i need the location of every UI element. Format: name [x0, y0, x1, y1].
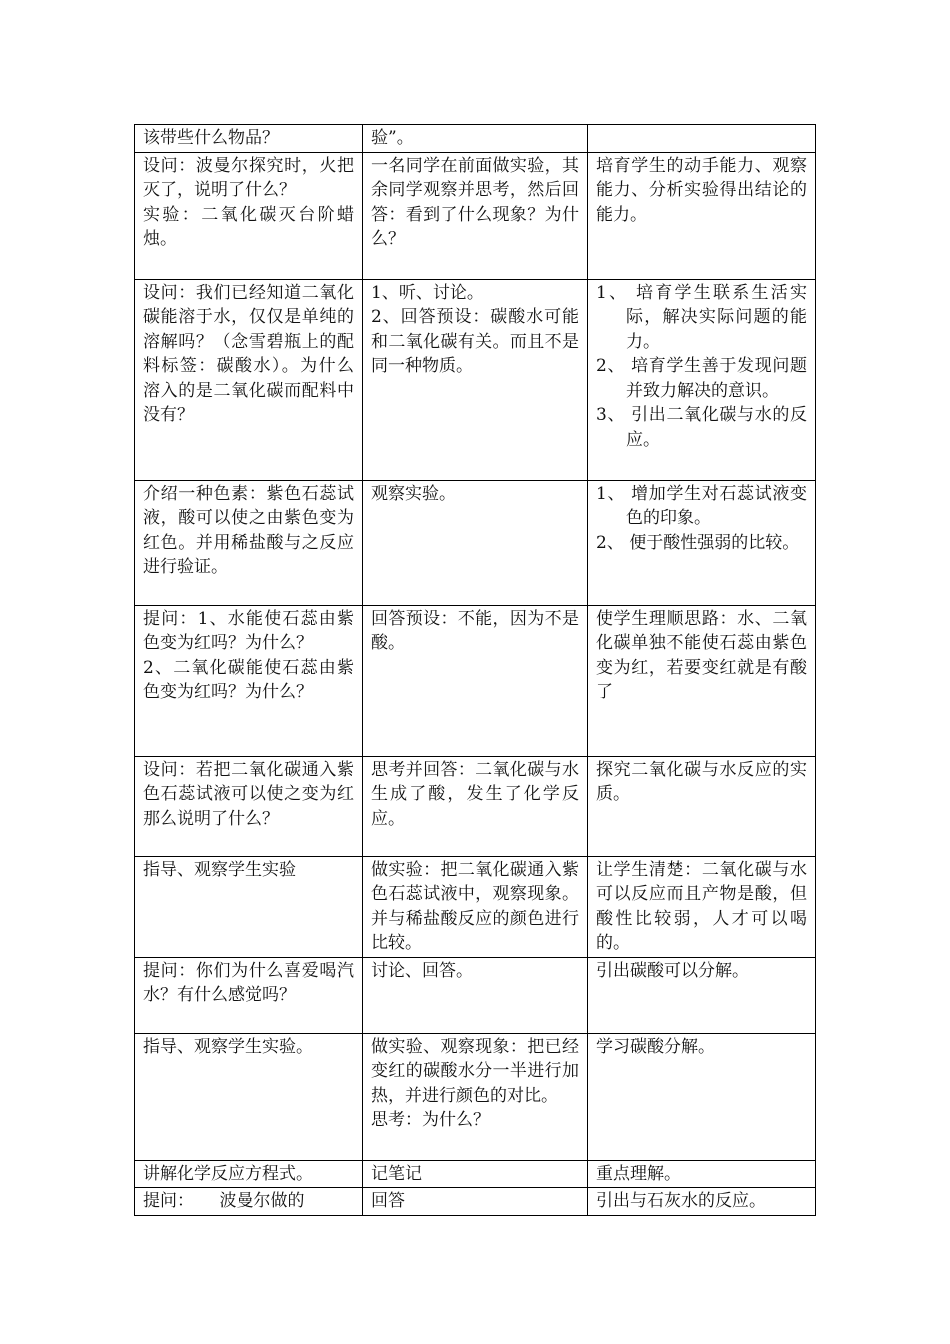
table-row	[135, 957, 816, 1033]
student-activity-cell	[363, 125, 588, 153]
cell-text: 提问： 波曼尔做的	[143, 1191, 305, 1211]
cell-text: 设问：波曼尔探究时，火把灭了，说明了什么？	[143, 155, 354, 200]
teacher-activity-cell	[135, 856, 363, 957]
cell-text: 让学生清楚：二氧化碳与水可以反应而且产物是酸，但酸性比较弱，人才可以喝的。	[596, 859, 807, 953]
cell-text: 1、听、讨论。	[371, 282, 484, 303]
design-intent-cell	[588, 480, 816, 605]
design-intent-cell	[588, 856, 816, 957]
design-intent-cell	[588, 1033, 816, 1160]
teacher-activity-cell	[135, 125, 363, 153]
teacher-activity-cell	[135, 480, 363, 605]
list-item: 2、 便于酸性强弱的比较。	[596, 532, 800, 553]
cell-text: 培育学生的动手能力、观察能力、分析实验得出结论的能力。	[596, 155, 807, 225]
design-intent-cell	[588, 152, 816, 279]
design-intent-cell	[588, 957, 816, 1033]
cell-text: 设问：我们已经知道二氧化碳能溶于水，仅仅是单纯的溶解吗？（念雪碧瓶上的配料标签：碳酸水）。为什么溶入的是二氧化碳而配料中没有？	[143, 282, 354, 425]
design-intent-cell	[588, 125, 816, 153]
student-activity-cell	[363, 1160, 588, 1188]
cell-text: 提问：你们为什么喜爱喝汽水？有什么感觉吗？	[143, 960, 354, 1005]
intent-list	[596, 281, 807, 453]
cell-text: 思考并回答：二氧化碳与水生成了酸，发生了化学反应。	[371, 759, 579, 829]
list-item: 1、 培育学生联系生活实际，解决实际问题的能力。	[596, 282, 807, 352]
student-activity-cell	[363, 152, 588, 279]
design-intent-cell	[588, 279, 816, 480]
design-intent-cell	[588, 1188, 816, 1216]
cell-text: 2、回答预设：碳酸水可能和二氧化碳有关。而且不是同一种物质。	[371, 307, 579, 376]
cell-text: 设问：若把二氧化碳通入紫色石蕊试液可以使之变为红那么说明了什么？	[143, 759, 354, 829]
teacher-activity-cell	[135, 605, 363, 756]
cell-text: 观察实验。	[371, 483, 456, 504]
student-activity-cell	[363, 279, 588, 480]
table-row	[135, 605, 816, 756]
intent-list	[596, 482, 807, 556]
student-activity-cell	[363, 605, 588, 756]
cell-text: 实验：二氧化碳灭台阶蜡烛。	[143, 204, 354, 249]
teacher-activity-cell	[135, 1188, 363, 1216]
student-activity-cell	[363, 756, 588, 856]
table-row	[135, 125, 816, 153]
teacher-activity-cell	[135, 279, 363, 480]
lesson-plan-table	[134, 124, 816, 1216]
teacher-activity-cell	[135, 1160, 363, 1188]
cell-text: 学习碳酸分解。	[596, 1036, 715, 1057]
list-item: 2、 培育学生善于发现问题并致力解决的意识。	[596, 356, 807, 401]
list-item: 1、 增加学生对石蕊试液变色的印象。	[596, 483, 807, 528]
cell-text: 该带些什么物品？	[143, 128, 279, 148]
cell-text: 指导、观察学生实验	[143, 859, 296, 880]
teacher-activity-cell	[135, 756, 363, 856]
design-intent-cell	[588, 1160, 816, 1188]
cell-text: 做实验、观察现象：把已经变红的碳酸水分一半进行加热，并进行颜色的对比。	[371, 1036, 579, 1106]
teacher-activity-cell	[135, 957, 363, 1033]
table-row	[135, 1160, 816, 1188]
table-row	[135, 279, 816, 480]
cell-text: 讨论、回答。	[371, 960, 473, 981]
student-activity-cell	[363, 856, 588, 957]
cell-text: 记笔记	[371, 1163, 422, 1184]
list-item: 3、 引出二氧化碳与水的反应。	[596, 405, 807, 450]
table-row	[135, 756, 816, 856]
cell-text: 回答	[371, 1191, 405, 1211]
table-row	[135, 1188, 816, 1216]
cell-text: 讲解化学反应方程式。	[143, 1163, 313, 1184]
cell-text: 探究二氧化碳与水反应的实质。	[596, 759, 807, 804]
cell-text: 做实验：把二氧化碳通入紫色石蕊试液中，观察现象。并与稀盐酸反应的颜色进行比较。	[371, 859, 579, 953]
table-row	[135, 856, 816, 957]
cell-text: 一名同学在前面做实验，其余同学观察并思考，然后回答：看到了什么现象？为什么？	[371, 155, 579, 249]
cell-text: 指导、观察学生实验。	[143, 1036, 313, 1057]
student-activity-cell	[363, 1188, 588, 1216]
cell-text: 验”。	[371, 128, 414, 148]
cell-text: 引出碳酸可以分解。	[596, 960, 749, 981]
cell-text: 重点理解。	[596, 1163, 681, 1184]
table-row	[135, 152, 816, 279]
cell-text: 提问：1、水能使石蕊由紫色变为红吗？为什么？	[143, 608, 354, 653]
design-intent-cell	[588, 756, 816, 856]
cell-text: 思考：为什么？	[371, 1110, 490, 1130]
teacher-activity-cell	[135, 1033, 363, 1160]
student-activity-cell	[363, 1033, 588, 1160]
cell-text: 2、二氧化碳能使石蕊由紫色变为红吗？为什么？	[143, 657, 354, 702]
table-row	[135, 480, 816, 605]
student-activity-cell	[363, 480, 588, 605]
cell-text: 回答预设：不能，因为不是酸。	[371, 608, 579, 653]
student-activity-cell	[363, 957, 588, 1033]
table-row	[135, 1033, 816, 1160]
cell-text: 使学生理顺思路：水、二氧化碳单独不能使石蕊由紫色变为红，若要变红就是有酸了	[596, 608, 807, 702]
cell-text: 引出与石灰水的反应。	[596, 1191, 766, 1211]
cell-text: 介绍一种色素：紫色石蕊试液，酸可以使之由紫色变为红色。并用稀盐酸与之反应进行验证。	[143, 483, 354, 577]
teacher-activity-cell	[135, 152, 363, 279]
design-intent-cell	[588, 605, 816, 756]
